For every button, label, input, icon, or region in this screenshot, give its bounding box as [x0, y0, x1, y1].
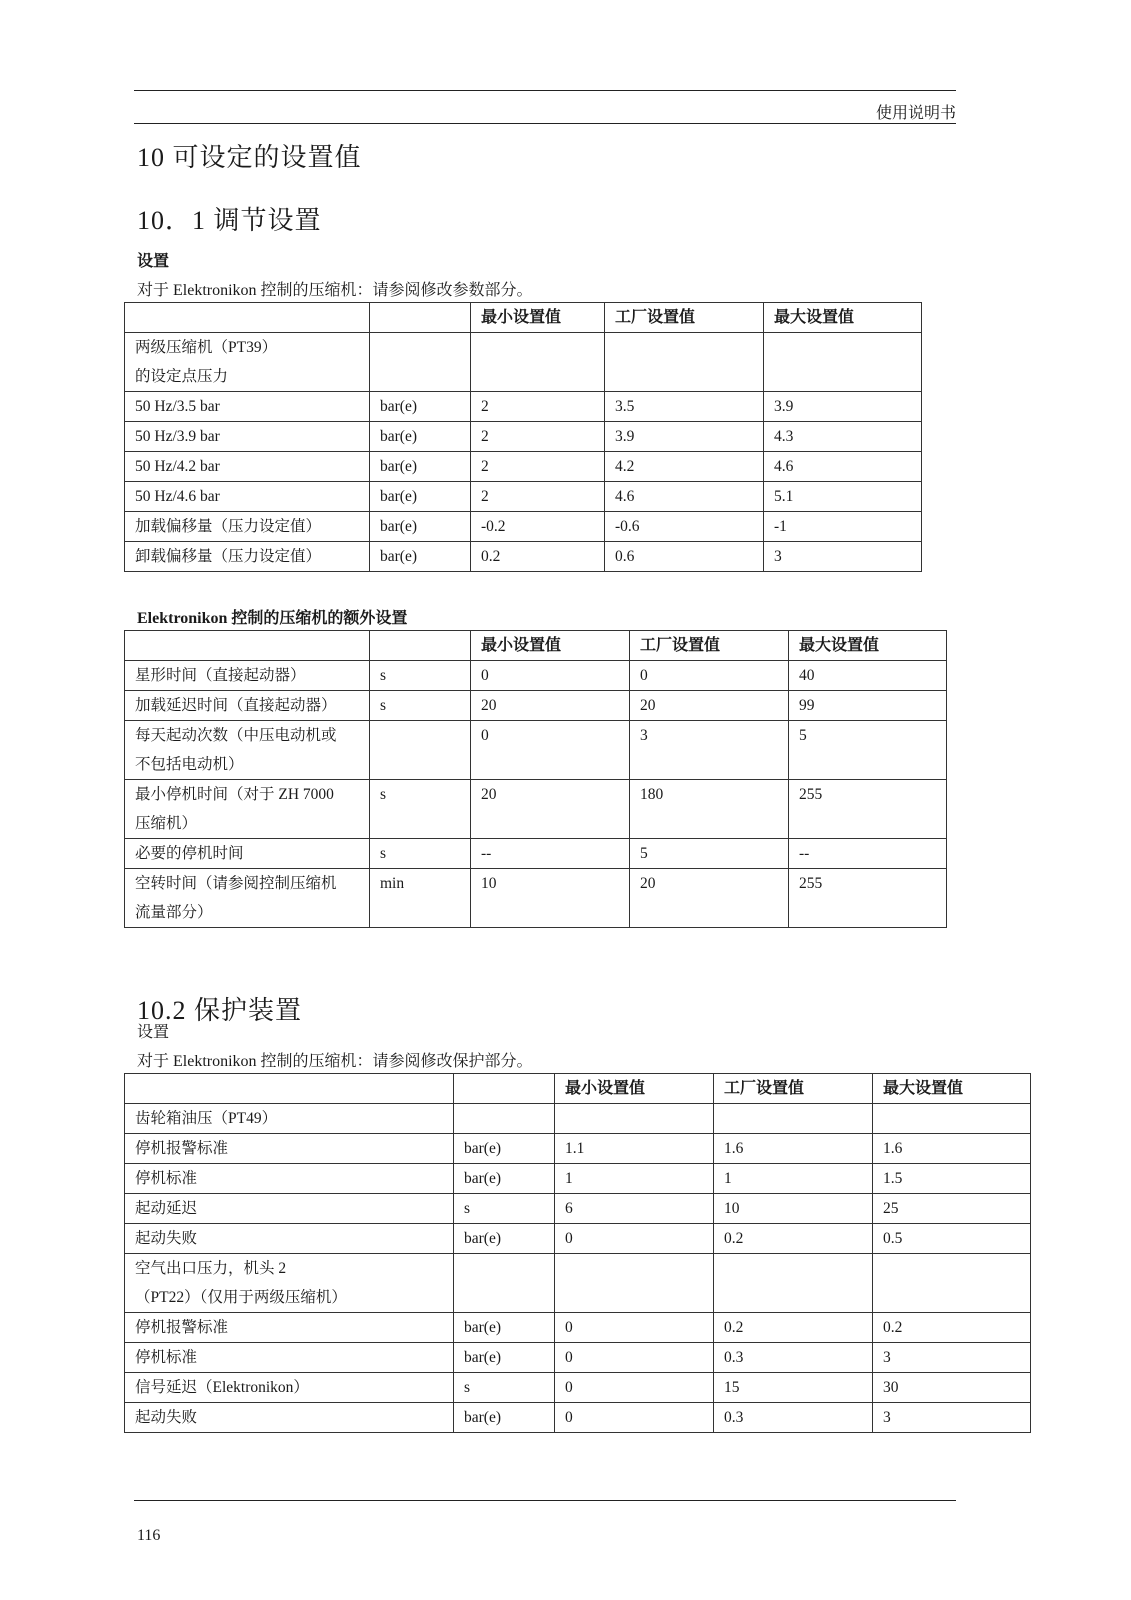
- table-row: 起动失败 bar(e) 0 0.3 3: [125, 1403, 1031, 1433]
- table-row: 必要的停机时间 s -- 5 --: [125, 839, 947, 869]
- col-max: 最大设置值: [873, 1074, 1031, 1104]
- group-label: 齿轮箱油压（PT49）: [125, 1104, 454, 1134]
- doc-title: 使用说明书: [875, 105, 956, 122]
- settings-label: 设置: [137, 253, 170, 270]
- table-row: 50 Hz/4.2 bar bar(e) 2 4.2 4.6: [125, 452, 922, 482]
- intro-text: 对于 Elektronikon 控制的压缩机：请参阅修改保护部分。: [137, 1053, 533, 1070]
- table-row: 起动失败 bar(e) 0 0.2 0.5: [125, 1224, 1031, 1254]
- table-row: [125, 1254, 1031, 1313]
- col-min: 最小设置值: [471, 631, 630, 661]
- group-label: 空气出口压力，机头 2 （PT22）（仅用于两级压缩机）: [125, 1254, 454, 1313]
- table-header-row: [125, 303, 922, 333]
- table-row: 停机标准 bar(e) 1 1 1.5: [125, 1164, 1031, 1194]
- subsection-title-protection: 10.2 保护装置: [137, 996, 303, 1025]
- table-row: [125, 1104, 1031, 1134]
- section-title: 10 可设定的设置值: [137, 143, 362, 172]
- table-row: 加载延迟时间（直接起动器） s 20 20 99: [125, 691, 947, 721]
- table-row: 50 Hz/3.9 bar bar(e) 2 3.9 4.3: [125, 422, 922, 452]
- table-row: 停机报警标准 bar(e) 0 0.2 0.2: [125, 1313, 1031, 1343]
- table-row: 空转时间（请参阅控制压缩机 流量部分） min 10 20 255: [125, 869, 947, 928]
- table-row: 50 Hz/3.5 bar bar(e) 2 3.5 3.9: [125, 392, 922, 422]
- table-row: 加载偏移量（压力设定值） bar(e) -0.2 -0.6 -1: [125, 512, 922, 542]
- footer-rule: [134, 1500, 956, 1501]
- table-row: 50 Hz/4.6 bar bar(e) 2 4.6 5.1: [125, 482, 922, 512]
- col-factory: 工厂设置值: [630, 631, 789, 661]
- table-row: 起动延迟 s 6 10 25: [125, 1194, 1031, 1224]
- table-row: [125, 333, 922, 392]
- col-max: 最大设置值: [764, 303, 922, 333]
- table-row: 每天起动次数（中压电动机或 不包括电动机） 0 3 5: [125, 721, 947, 780]
- header-rule-top: [134, 90, 956, 91]
- regulation-table: [124, 302, 922, 572]
- col-min: 最小设置值: [471, 303, 605, 333]
- table-header-row: [125, 631, 947, 661]
- col-min: 最小设置值: [555, 1074, 714, 1104]
- intro-text: 对于 Elektronikon 控制的压缩机：请参阅修改参数部分。: [137, 282, 533, 299]
- table-row: 卸载偏移量（压力设定值） bar(e) 0.2 0.6 3: [125, 542, 922, 572]
- group-label: 两级压缩机（PT39） 的设定点压力: [125, 333, 370, 392]
- subsection-title-regulation: 10．1 调节设置: [137, 206, 322, 235]
- settings-label: 设置: [137, 1024, 170, 1041]
- col-factory: 工厂设置值: [605, 303, 764, 333]
- extra-settings-table: [124, 630, 947, 928]
- page-number: 116: [137, 1527, 161, 1544]
- table-row: 停机标准 bar(e) 0 0.3 3: [125, 1343, 1031, 1373]
- table-row: 星形时间（直接起动器） s 0 0 40: [125, 661, 947, 691]
- col-max: 最大设置值: [789, 631, 947, 661]
- extra-settings-title: Elektronikon 控制的压缩机的额外设置: [137, 610, 408, 627]
- header-rule-bottom: [134, 123, 956, 124]
- table-row: 停机报警标准 bar(e) 1.1 1.6 1.6: [125, 1134, 1031, 1164]
- table-row: 信号延迟（Elektronikon） s 0 15 30: [125, 1373, 1031, 1403]
- table-header-row: [125, 1074, 1031, 1104]
- table-row: 最小停机时间（对于 ZH 7000 压缩机） s 20 180 255: [125, 780, 947, 839]
- protection-table: [124, 1073, 1031, 1433]
- col-factory: 工厂设置值: [714, 1074, 873, 1104]
